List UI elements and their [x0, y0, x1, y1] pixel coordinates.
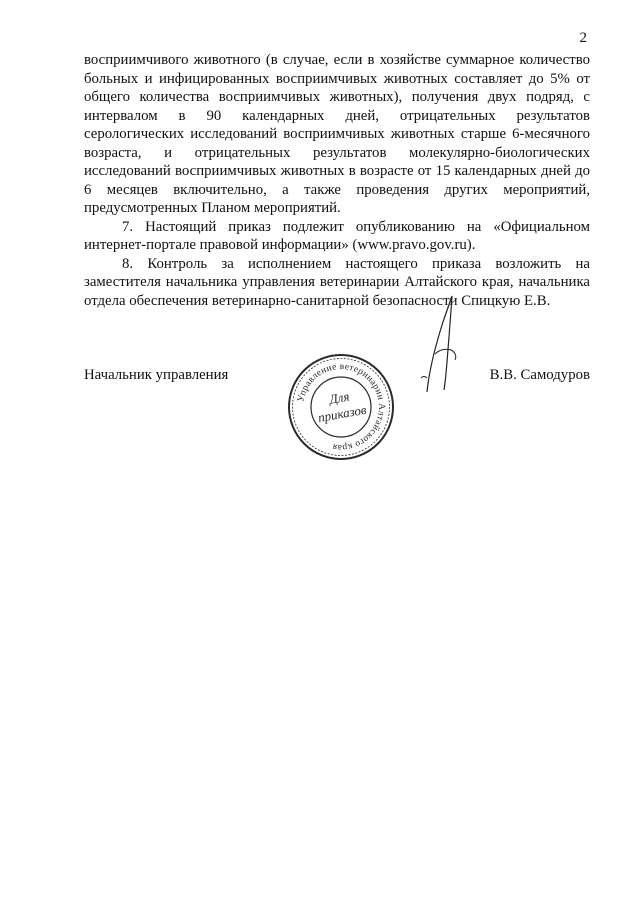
- signatory-position: Начальник управления: [84, 367, 229, 383]
- official-stamp: [286, 352, 396, 462]
- page-number: 2: [579, 30, 587, 46]
- stamp-center-line-1: Для: [328, 388, 351, 407]
- stamp-center-line-2: приказов: [316, 401, 368, 426]
- stamp-ring-text: Управление ветеринарии Алтайского края: [296, 361, 387, 453]
- signatory-name: В.В. Самодуров: [489, 367, 590, 383]
- document-body: [84, 51, 590, 310]
- paragraph-item-8: 8. Контроль за исполнением настоящего приказа возложить на заместителя начальника управления ветеринарии Алтайского края, начальника отдела обеспечения ветеринарно-санитарной безопасности Спицкую Е.В.: [84, 255, 590, 309]
- handwritten-signature: [405, 292, 465, 397]
- paragraph-continuation: восприимчивого животного (в случае, если в хозяйстве суммарное количество больных и инфицированных восприимчивых животных составляет до 5% от общего количества восприимчивых животных), получения двух подряд, с интервалом в 90 календарных дней, отрицательных результатов серологических исследований восприимчивых животных старше 6-месячного возраста, и отрицательных результатов молекулярно-биологических исследований восприимчивых животных в возрасте от 15 календарных дней до 6 месяцев включительно, а также проведения других мероприятий, предусмотренных Планом мероприятий.: [84, 52, 590, 216]
- paragraph-item-7: 7. Настоящий приказ подлежит опубликованию на «Официальном интернет-портале правовой информации» (www.pravo.gov.ru).: [84, 218, 590, 253]
